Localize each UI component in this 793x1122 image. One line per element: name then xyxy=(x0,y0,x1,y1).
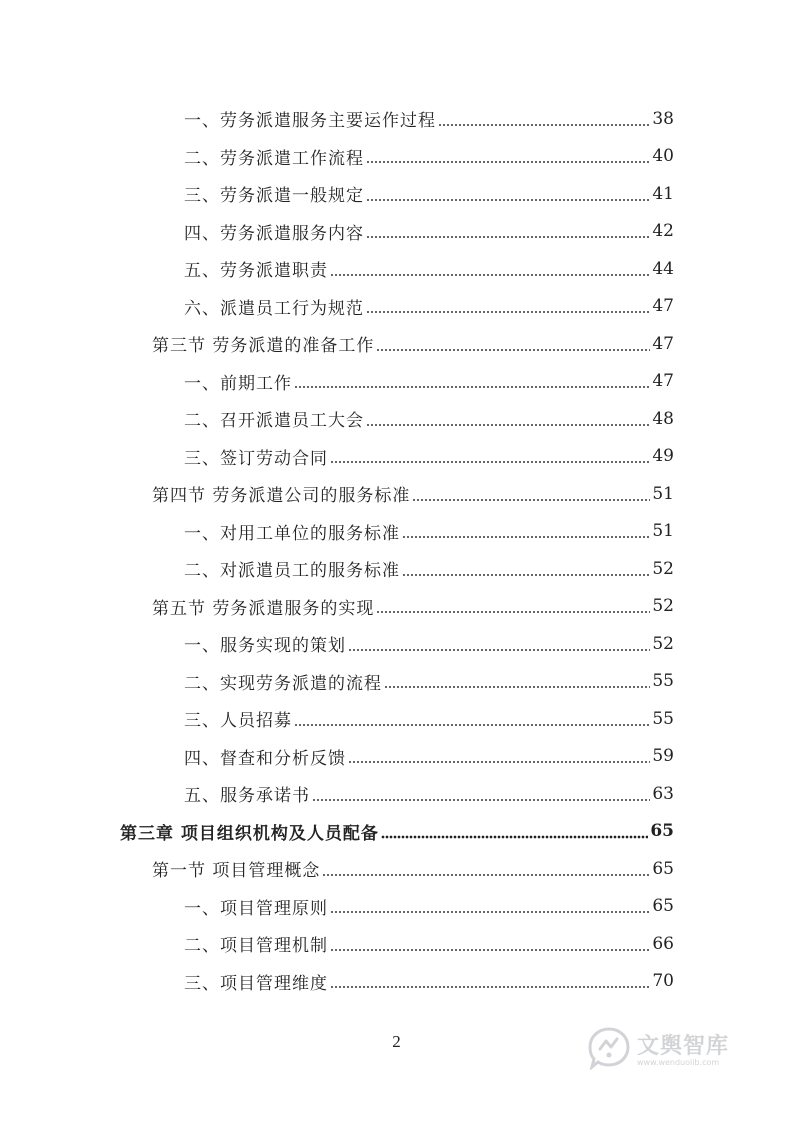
toc-entry-title: 四、督查和分析反馈 xyxy=(184,748,346,769)
toc-entry-title: 三、人员招募 xyxy=(184,711,292,732)
toc-entry-title: 二、召开派遣员工大会 xyxy=(184,411,364,432)
toc-entry-page: 59 xyxy=(652,746,674,767)
toc-section-entry[interactable] xyxy=(0,850,793,888)
toc-entry-title: 三、劳务派遣一般规定 xyxy=(184,186,364,207)
toc-leader-dots xyxy=(348,760,650,764)
toc-entry-title: 第四节 劳务派遣公司的服务标准 xyxy=(152,486,411,507)
toc-leader-dots xyxy=(381,835,648,839)
toc-entry-title: 一、项目管理原则 xyxy=(184,898,328,919)
toc-entry[interactable] xyxy=(0,513,793,551)
toc-entry[interactable] xyxy=(0,400,793,438)
toc-leader-dots xyxy=(366,423,650,427)
watermark xyxy=(587,1020,757,1076)
toc-entry-page: 52 xyxy=(652,596,674,617)
toc-leader-dots xyxy=(366,235,650,239)
toc-chapter-entry[interactable] xyxy=(0,813,793,851)
toc-entry-title: 四、劳务派遣服务内容 xyxy=(184,223,364,244)
toc-leader-dots xyxy=(376,348,650,352)
table-of-contents xyxy=(0,100,793,1000)
toc-leader-dots xyxy=(376,610,650,614)
toc-entry[interactable] xyxy=(0,100,793,138)
toc-entry[interactable] xyxy=(0,625,793,663)
toc-entry-page: 55 xyxy=(652,671,674,692)
toc-entry[interactable] xyxy=(0,775,793,813)
toc-entry-page: 47 xyxy=(652,333,674,354)
toc-entry[interactable] xyxy=(0,438,793,476)
toc-entry-page: 47 xyxy=(652,371,674,392)
toc-entry[interactable] xyxy=(0,925,793,963)
toc-leader-dots xyxy=(366,310,650,314)
toc-entry-page: 65 xyxy=(652,896,674,917)
toc-leader-dots xyxy=(412,498,650,502)
toc-section-entry[interactable] xyxy=(0,475,793,513)
toc-leader-dots xyxy=(438,123,650,127)
toc-leader-dots xyxy=(294,723,650,727)
toc-leader-dots xyxy=(322,873,650,877)
toc-entry[interactable] xyxy=(0,663,793,701)
toc-entry[interactable] xyxy=(0,700,793,738)
toc-entry-page: 66 xyxy=(652,933,674,954)
toc-entry-page: 41 xyxy=(652,183,674,204)
toc-leader-dots xyxy=(366,160,650,164)
watermark-title: 文舆智库 xyxy=(637,1034,730,1059)
toc-leader-dots xyxy=(294,385,650,389)
toc-entry-page: 65 xyxy=(650,821,674,842)
toc-entry[interactable] xyxy=(0,888,793,926)
watermark-logo-icon xyxy=(587,1026,631,1070)
watermark-text xyxy=(637,1029,729,1067)
toc-entry[interactable] xyxy=(0,175,793,213)
toc-leader-dots xyxy=(402,573,650,577)
toc-entry-title: 一、对用工单位的服务标准 xyxy=(184,523,400,544)
toc-leader-dots xyxy=(366,198,650,202)
toc-entry-page: 51 xyxy=(652,521,674,542)
toc-entry-title: 一、劳务派遣服务主要运作过程 xyxy=(184,111,436,132)
toc-entry-title: 二、对派遣员工的服务标准 xyxy=(184,561,400,582)
toc-entry-page: 38 xyxy=(652,108,674,129)
toc-entry-title: 第一节 项目管理概念 xyxy=(152,861,321,882)
toc-leader-dots xyxy=(402,535,650,539)
toc-section-entry[interactable] xyxy=(0,325,793,363)
toc-entry[interactable] xyxy=(0,963,793,1001)
page-number: 2 xyxy=(392,1032,401,1051)
toc-entry-title: 一、服务实现的策划 xyxy=(184,636,346,657)
toc-entry-page: 65 xyxy=(652,858,674,879)
toc-entry[interactable] xyxy=(0,250,793,288)
toc-leader-dots xyxy=(312,798,650,802)
toc-entry-title: 五、劳务派遣职责 xyxy=(184,261,328,282)
toc-entry-page: 42 xyxy=(652,221,674,242)
toc-leader-dots xyxy=(330,985,650,989)
toc-entry-page: 48 xyxy=(652,408,674,429)
toc-entry-page: 70 xyxy=(652,971,674,992)
toc-entry-title: 二、项目管理机制 xyxy=(184,936,328,957)
toc-entry-title: 三、项目管理维度 xyxy=(184,973,328,994)
toc-entry-title: 第五节 劳务派遣服务的实现 xyxy=(152,598,375,619)
toc-entry-page: 40 xyxy=(652,146,674,167)
toc-entry-title: 一、前期工作 xyxy=(184,373,292,394)
toc-entry-page: 51 xyxy=(652,483,674,504)
toc-entry-page: 52 xyxy=(652,558,674,579)
toc-entry-page: 55 xyxy=(652,708,674,729)
toc-entry-title: 二、实现劳务派遣的流程 xyxy=(184,673,382,694)
toc-entry-page: 63 xyxy=(652,783,674,804)
toc-leader-dots xyxy=(330,910,650,914)
toc-entry[interactable] xyxy=(0,738,793,776)
toc-entry-page: 47 xyxy=(652,296,674,317)
toc-leader-dots xyxy=(384,685,650,689)
toc-entry[interactable] xyxy=(0,288,793,326)
toc-leader-dots xyxy=(330,948,650,952)
toc-entry[interactable] xyxy=(0,550,793,588)
toc-entry-title: 二、劳务派遣工作流程 xyxy=(184,148,364,169)
watermark-url: www.wenduolib.com xyxy=(637,1058,720,1067)
toc-leader-dots xyxy=(330,273,650,277)
toc-leader-dots xyxy=(348,648,650,652)
toc-entry-page: 49 xyxy=(652,446,674,467)
toc-section-entry[interactable] xyxy=(0,588,793,626)
toc-entry-page: 44 xyxy=(652,258,674,279)
toc-entry-page: 52 xyxy=(652,633,674,654)
toc-entry[interactable] xyxy=(0,363,793,401)
toc-entry-title: 第三节 劳务派遣的准备工作 xyxy=(152,336,375,357)
toc-entry-title: 六、派遣员工行为规范 xyxy=(184,298,364,319)
toc-entry-title: 第三章 项目组织机构及人员配备 xyxy=(120,823,379,844)
toc-entry-title: 五、服务承诺书 xyxy=(184,786,310,807)
toc-entry-title: 三、签订劳动合同 xyxy=(184,448,328,469)
toc-entry[interactable] xyxy=(0,138,793,176)
toc-entry[interactable] xyxy=(0,213,793,251)
toc-leader-dots xyxy=(330,460,650,464)
